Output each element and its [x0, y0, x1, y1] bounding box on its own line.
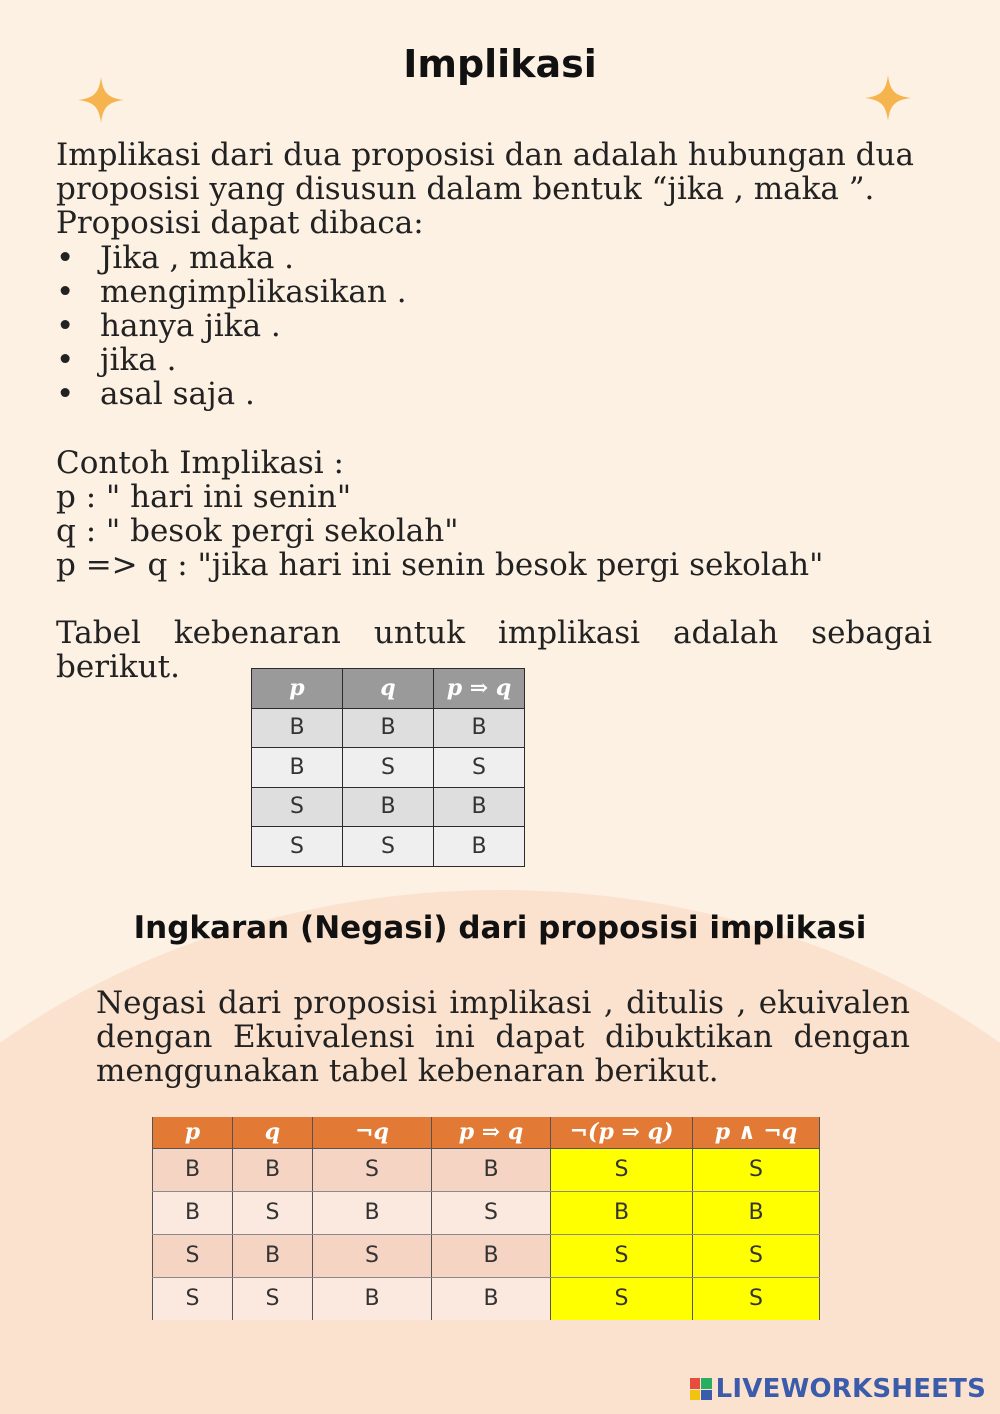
- intro-line: proposisi yang disusun dalam bentuk “jika , maka ”.: [56, 171, 875, 207]
- intro-paragraph: [56, 138, 936, 240]
- table-row: [252, 708, 525, 748]
- section-subtitle: Ingkaran (Negasi) dari proposisi implikasi: [133, 910, 867, 946]
- table-cell: S: [432, 1191, 551, 1234]
- table-header-row: [153, 1117, 820, 1148]
- table-cell: B: [434, 827, 525, 867]
- column-header: q: [233, 1117, 313, 1148]
- table-row: [153, 1277, 820, 1320]
- table-header-row: [252, 669, 525, 709]
- table-cell: S: [233, 1191, 313, 1234]
- table-row: [153, 1191, 820, 1234]
- table-cell: S: [313, 1234, 432, 1277]
- highlighted-cell: S: [551, 1148, 693, 1191]
- highlighted-cell: B: [551, 1191, 693, 1234]
- table-cell: S: [343, 827, 434, 867]
- list-item: • mengimplikasikan .: [56, 275, 936, 309]
- table-cell: B: [434, 708, 525, 748]
- table-cell: S: [153, 1234, 233, 1277]
- table-row: [153, 1148, 820, 1191]
- table-cell: S: [252, 827, 343, 867]
- column-header: ¬(p ⇒ q): [551, 1117, 693, 1148]
- table-cell: B: [233, 1234, 313, 1277]
- truth-table-intro: Tabel kebenaran untuk implikasi adalah sebagai berikut.: [56, 615, 932, 685]
- example-block: [56, 446, 936, 582]
- highlighted-cell: B: [693, 1191, 820, 1234]
- table-cell: B: [432, 1234, 551, 1277]
- implication-truth-table: [251, 668, 525, 867]
- list-item: • jika .: [56, 343, 936, 377]
- liveworksheets-logo[interactable]: [690, 1374, 986, 1404]
- table-cell: B: [252, 748, 343, 788]
- page-title: Implikasi: [403, 42, 597, 86]
- table-cell: B: [343, 708, 434, 748]
- table-cell: B: [313, 1191, 432, 1234]
- list-item: • asal saja .: [56, 377, 936, 411]
- table-row: [252, 827, 525, 867]
- table-row: [153, 1234, 820, 1277]
- table-cell: B: [153, 1191, 233, 1234]
- column-header: p: [153, 1117, 233, 1148]
- intro-line: Proposisi dapat dibaca:: [56, 205, 424, 241]
- example-implication: p => q : "jika hari ini senin besok pergi sekolah": [56, 547, 824, 583]
- example-q: q : " besok pergi sekolah": [56, 513, 459, 549]
- table-cell: B: [434, 787, 525, 827]
- table-row: [252, 748, 525, 788]
- table-cell: B: [252, 708, 343, 748]
- column-header: ¬q: [313, 1117, 432, 1148]
- highlighted-cell: S: [551, 1234, 693, 1277]
- example-p: p : " hari ini senin": [56, 479, 352, 515]
- highlighted-cell: S: [551, 1277, 693, 1320]
- column-header: q: [343, 669, 434, 709]
- table-cell: B: [432, 1277, 551, 1320]
- logo-text: LIVEWORKSHEETS: [715, 1374, 986, 1404]
- table-cell: S: [313, 1148, 432, 1191]
- table-row: [252, 787, 525, 827]
- negation-truth-table: [152, 1117, 820, 1320]
- logo-grid-icon: [690, 1378, 712, 1400]
- column-header: p ⇒ q: [432, 1117, 551, 1148]
- highlighted-cell: S: [693, 1234, 820, 1277]
- table-cell: B: [343, 787, 434, 827]
- reading-list: [56, 241, 936, 411]
- column-header: p: [252, 669, 343, 709]
- highlighted-cell: S: [693, 1277, 820, 1320]
- column-header: p ⇒ q: [434, 669, 525, 709]
- table-cell: B: [233, 1148, 313, 1191]
- intro-line: Implikasi dari dua proposisi dan adalah hubungan dua: [56, 137, 914, 173]
- table-cell: B: [313, 1277, 432, 1320]
- table-cell: B: [153, 1148, 233, 1191]
- list-item: • Jika , maka .: [56, 241, 936, 275]
- column-header: p ∧ ¬q: [693, 1117, 820, 1148]
- table-cell: B: [432, 1148, 551, 1191]
- list-item: • hanya jika .: [56, 309, 936, 343]
- table-cell: S: [153, 1277, 233, 1320]
- table-cell: S: [343, 748, 434, 788]
- table-cell: S: [434, 748, 525, 788]
- highlighted-cell: S: [693, 1148, 820, 1191]
- table-cell: S: [233, 1277, 313, 1320]
- example-heading: Contoh Implikasi :: [56, 445, 344, 481]
- negation-paragraph: Negasi dari proposisi implikasi , ditulis , ekuivalen dengan Ekuivalensi ini dapat dibuktikan dengan menggunakan tabel kebenaran berikut.: [96, 985, 910, 1089]
- table-cell: S: [252, 787, 343, 827]
